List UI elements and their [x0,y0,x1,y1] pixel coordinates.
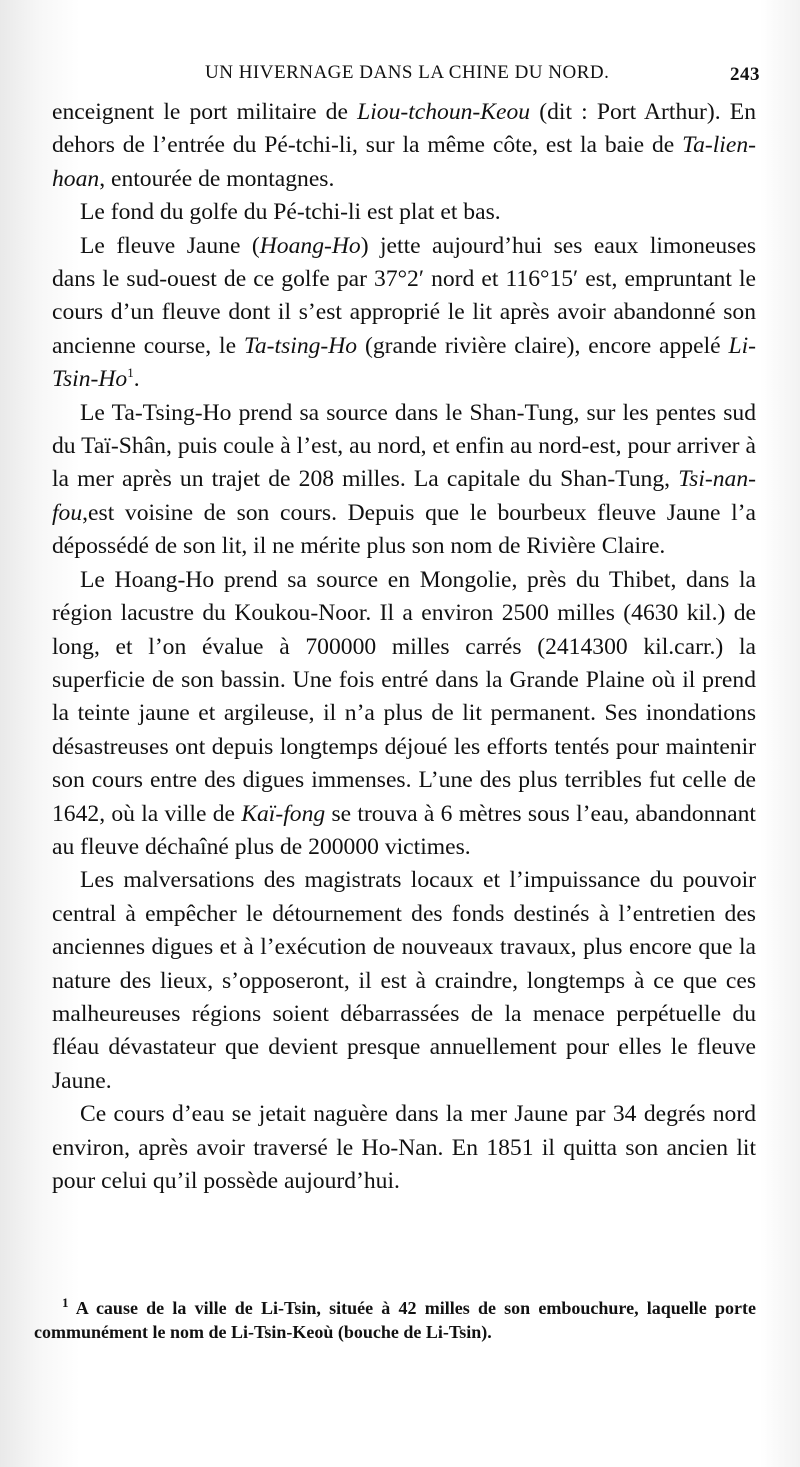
paragraph: Ce cours d’eau se jetait naguère dans la mer Jaune par 34 degrés nord environ, après avoir traversé le Ho-Nan. En 1851 il quitta son ancien lit pour celui qu’il possède aujourd’hui. [52,1101,756,1194]
footnote-marker: 1 [62,1295,69,1310]
paragraph: Les malversations des magistrats locaux et l’impuissance du pouvoir central à empêcher le détournement des fonds destinés à l’entretien des anciennes digues et à l’exécution de nouveaux travaux, plus encore que la nature des lieux, s’opposeront, il est à craindre, longtemps à ce que ces malheureuses régions soient débarrassées de la menace perpétuelle du fléau dévastateur que devient presque annuellement pour elles le fleuve Jaune. [52,867,756,1094]
body-text [52,96,756,1198]
paragraph: Le Hoang-Ho prend sa source en Mongolie, près du Thibet, dans la région lacustre du Koukou-Noor. Il a environ 2500 milles (4630 kil.) de long, et l’on évalue à 700000 milles carrés (2414300 kil.carr.) la superficie de son bassin. Une fois entré dans la Grande Plaine où il prend la teinte jaune et argileuse, il n’a plus de lit permanent. Ses inondations désastreuses ont depuis longtemps déjoué les efforts tentés pour maintenir son cours entre des digues immenses. L’une des plus terribles fut celle de 1642, où la ville de Kaï-fong se trouva à 6 mètres sous l’eau, abandonnant au fleuve déchaîné plus de 200000 victimes. [52,566,756,860]
paragraph: Le Ta-Tsing-Ho prend sa source dans le Shan-Tung, sur les pentes sud du Taï-Shân, puis coule à l’est, au nord, et enfin au nord-est, pour arriver à la mer après un trajet de 208 milles. La capitale du Shan-Tung, Tsi-nan-fou,est voisine de son cours. Depuis que le bourbeux fleuve Jaune l’a dépossédé de son lit, il ne mérite plus son nom de Rivière Claire. [52,399,756,560]
page-header [205,62,760,92]
running-title: UN HIVERNAGE DANS LA CHINE DU NORD. [205,62,610,83]
page-number: 243 [730,64,760,85]
paragraph: Le fond du golfe du Pé-tchi-li est plat et bas. [80,199,501,226]
footnote: $^1$ A cause de la ville de Li-Tsin, située à 42 milles de son embouchure, laquelle porte communément le nom de Li-Tsin-Keoù (bouche de Li-Tsin). [34,1295,756,1342]
footnote-reference: 1 [127,365,134,381]
footnotes [34,1296,756,1344]
paragraph: Le fleuve Jaune (Hoang-Ho) jette aujourd’hui ses eaux limoneuses dans le sud-ouest de ce golfe par 37°2′ nord et 116°15′ est, empruntant le cours d’un fleuve dont il s’est approprié le lit après avoir abandonné son ancienne course, le Ta-tsing-Ho (grande rivière claire), encore appelé Li-Tsin-Ho$^1$. [52,232,757,393]
paragraph: enceignent le port militaire de Liou-tchoun-Keou (dit : Port Arthur). En dehors de l’entrée du Pé-tchi-li, sur la même côte, est la baie de Ta-lien-hoan, entourée de montagnes. [52,99,756,192]
